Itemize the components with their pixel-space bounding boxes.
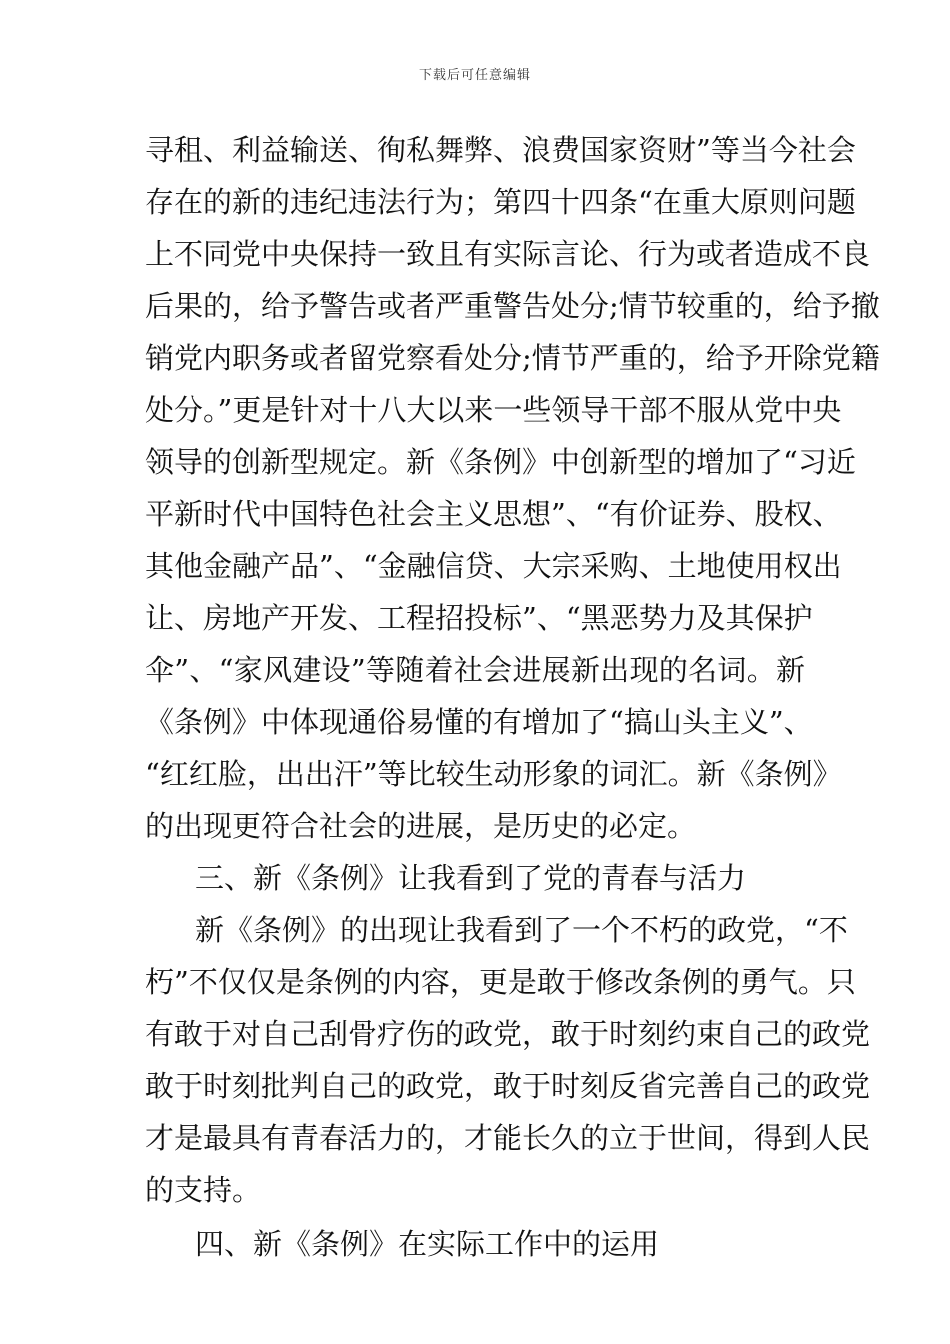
body-text-line: 平新时代中国特色社会主义思想”、“有价证券、股权、 bbox=[145, 497, 842, 531]
body-text-line: 销党内职务或者留党察看处分;情节严重的，给予开除党籍 bbox=[145, 341, 880, 375]
section-heading: 四、新《条例》在实际工作中的运用 bbox=[195, 1227, 660, 1261]
body-text-line: 才是最具有青春活力的，才能长久的立于世间，得到人民 bbox=[145, 1121, 871, 1155]
body-text-line: 敢于时刻批判自己的政党，敢于时刻反省完善自己的政党 bbox=[145, 1069, 871, 1103]
body-text-line: 朽”不仅仅是条例的内容，更是敢于修改条例的勇气。只 bbox=[145, 965, 856, 999]
body-text-line: 的出现更符合社会的进展，是历史的必定。 bbox=[145, 809, 697, 843]
section-heading: 三、新《条例》让我看到了党的青春与活力 bbox=[195, 861, 747, 895]
body-text-line: 存在的新的违纪违法行为；第四十四条“在重大原则问题 bbox=[145, 185, 856, 219]
body-text-line: 后果的，给予警告或者严重警告处分;情节较重的，给予撤 bbox=[145, 289, 880, 323]
page-header: 下载后可任意编辑 bbox=[418, 68, 531, 83]
body-text-line: 处分。”更是针对十八大以来一些领导干部不服从党中央 bbox=[145, 393, 842, 427]
body-text-line: 领导的创新型规定。新《条例》中创新型的增加了“习近 bbox=[145, 445, 856, 479]
body-text-line: “红红脸，出出汗”等比较生动形象的词汇。新《条例》 bbox=[145, 757, 842, 791]
body-text-line: 的支持。 bbox=[145, 1173, 262, 1207]
body-text-line: 有敢于对自己刮骨疗伤的政党，敢于时刻约束自己的政党 bbox=[145, 1017, 871, 1051]
body-text-line: 让、房地产开发、工程招投标”、“黑恶势力及其保护 bbox=[145, 601, 813, 635]
body-text-line: 寻租、利益输送、徇私舞弊、浪费国家资财”等当今社会 bbox=[145, 133, 856, 167]
body-text-line: 新《条例》的出现让我看到了一个不朽的政党，“不 bbox=[195, 913, 848, 947]
body-text-line: 伞”、“家风建设”等随着社会进展新出现的名词。新 bbox=[145, 653, 805, 687]
body-text-line: 其他金融产品”、“金融信贷、大宗采购、土地使用权出 bbox=[145, 549, 842, 583]
body-text-line: 《条例》中体现通俗易懂的有增加了“搞山头主义”、 bbox=[145, 705, 813, 739]
body-text-line: 上不同党中央保持一致且有实际言论、行为或者造成不良 bbox=[145, 237, 871, 271]
